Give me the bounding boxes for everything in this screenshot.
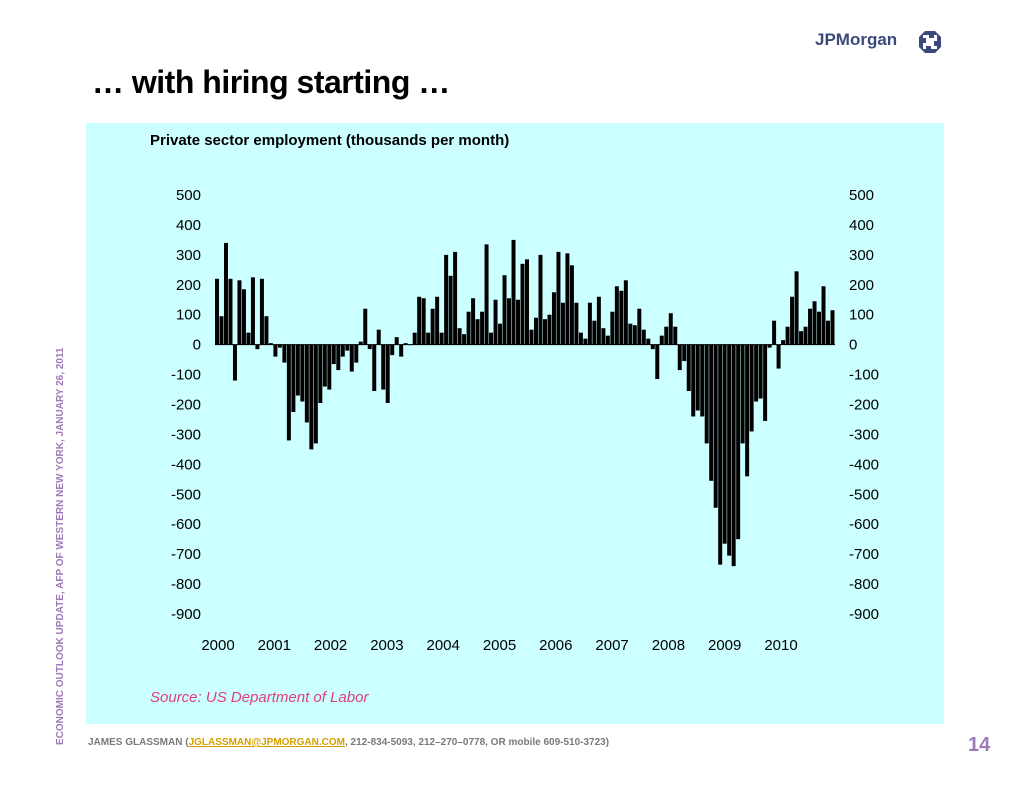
bar bbox=[786, 327, 790, 345]
bar bbox=[709, 345, 713, 481]
bar bbox=[386, 345, 390, 403]
bar bbox=[592, 321, 596, 345]
bar bbox=[323, 345, 327, 387]
footer-email-link[interactable]: JGLASSMAN@JPMORGAN.COM bbox=[188, 737, 345, 748]
footer-name: JAMES GLASSMAN ( bbox=[88, 737, 189, 748]
y-tick-label-right: -200 bbox=[849, 396, 880, 414]
bar bbox=[817, 312, 821, 345]
bar bbox=[736, 345, 740, 540]
bar bbox=[494, 300, 498, 345]
x-tick-label: 2007 bbox=[595, 637, 629, 654]
bar bbox=[363, 309, 367, 345]
bar bbox=[700, 345, 704, 417]
y-tick-label-right: -800 bbox=[849, 576, 880, 594]
bar bbox=[282, 345, 286, 363]
y-tick-label-right: 300 bbox=[849, 246, 875, 264]
bar bbox=[300, 345, 304, 402]
y-tick-label-right: 0 bbox=[849, 336, 858, 354]
bar bbox=[291, 345, 295, 412]
x-tick-label: 2006 bbox=[539, 637, 573, 654]
bar bbox=[512, 240, 516, 345]
y-tick-label-right: 500 bbox=[849, 187, 875, 204]
x-axis bbox=[201, 637, 797, 654]
bar bbox=[664, 327, 668, 345]
y-tick-label-left: 400 bbox=[175, 216, 201, 234]
bar bbox=[251, 277, 255, 344]
bar bbox=[462, 334, 466, 344]
footer bbox=[88, 737, 609, 748]
bar bbox=[529, 330, 533, 345]
bar bbox=[637, 309, 641, 345]
bar bbox=[723, 345, 727, 544]
bar bbox=[440, 333, 444, 345]
bar bbox=[741, 345, 745, 444]
y-tick-label-left: -900 bbox=[170, 606, 201, 623]
bar bbox=[579, 333, 583, 345]
y-tick-label-right: -900 bbox=[849, 606, 880, 623]
bar bbox=[669, 313, 673, 344]
bar bbox=[601, 328, 605, 344]
bar bbox=[606, 336, 610, 345]
slide-title: … with hiring starting … bbox=[92, 64, 450, 100]
bar bbox=[561, 303, 565, 345]
bar bbox=[813, 301, 817, 344]
bar bbox=[350, 345, 354, 372]
bar bbox=[224, 243, 228, 345]
bar bbox=[435, 297, 439, 345]
y-tick-label-right: 200 bbox=[849, 276, 875, 294]
bar bbox=[754, 345, 758, 402]
bar bbox=[237, 280, 241, 344]
bar bbox=[264, 316, 268, 344]
bar bbox=[327, 345, 331, 390]
bar bbox=[790, 297, 794, 345]
y-tick-label-right: -500 bbox=[849, 486, 880, 504]
x-tick-label: 2009 bbox=[708, 637, 742, 654]
jpmorgan-logo: JPMorgan bbox=[815, 30, 898, 49]
x-tick-label: 2004 bbox=[426, 637, 460, 654]
bar bbox=[714, 345, 718, 508]
bar bbox=[377, 330, 381, 345]
x-tick-label: 2008 bbox=[651, 637, 686, 654]
chart-title: Private sector employment (thousands per month) bbox=[150, 132, 510, 149]
bar bbox=[368, 345, 372, 349]
bar bbox=[332, 345, 336, 364]
bar bbox=[651, 345, 655, 349]
bar bbox=[732, 345, 736, 566]
bar bbox=[399, 345, 403, 357]
bar bbox=[615, 286, 619, 344]
bar bbox=[633, 325, 637, 344]
bar bbox=[458, 328, 462, 344]
bar bbox=[547, 315, 551, 345]
bar bbox=[808, 309, 812, 345]
bar bbox=[570, 265, 574, 344]
bar bbox=[691, 345, 695, 417]
bar bbox=[242, 289, 246, 344]
bar bbox=[503, 275, 507, 344]
x-tick-label: 2002 bbox=[313, 637, 348, 654]
bar bbox=[718, 345, 722, 565]
bar bbox=[395, 337, 399, 344]
bar bbox=[480, 312, 484, 345]
x-tick-label: 2000 bbox=[201, 637, 235, 654]
bar bbox=[822, 286, 826, 344]
bar bbox=[390, 345, 394, 355]
y-tick-label-left: 500 bbox=[175, 187, 201, 204]
y-axis-right bbox=[849, 187, 879, 623]
y-tick-label-left: -200 bbox=[170, 396, 201, 414]
bar bbox=[413, 333, 417, 345]
bar bbox=[246, 333, 250, 345]
bar bbox=[309, 345, 313, 450]
bar bbox=[507, 298, 511, 344]
x-tick-label: 2010 bbox=[764, 637, 798, 654]
bar bbox=[255, 345, 259, 349]
bar bbox=[588, 303, 592, 345]
bar bbox=[525, 259, 529, 344]
bar bbox=[422, 298, 426, 344]
bar bbox=[219, 316, 223, 344]
bar bbox=[426, 333, 430, 345]
bar bbox=[597, 297, 601, 345]
bar bbox=[417, 297, 421, 345]
y-tick-label-left: -500 bbox=[170, 486, 201, 504]
source-note: Source: US Department of Labor bbox=[150, 689, 369, 706]
y-tick-label-right: -300 bbox=[849, 426, 880, 444]
bar bbox=[781, 340, 785, 344]
y-tick-label-right: 100 bbox=[849, 306, 875, 324]
bar bbox=[449, 276, 453, 345]
bar bbox=[687, 345, 691, 391]
bar bbox=[444, 255, 448, 345]
y-tick-label-left: 300 bbox=[175, 246, 201, 264]
y-tick-label-left: -400 bbox=[170, 456, 201, 474]
bar bbox=[750, 345, 754, 432]
bar bbox=[831, 310, 835, 344]
bar bbox=[804, 327, 808, 345]
bar bbox=[619, 291, 623, 345]
bar bbox=[727, 345, 731, 556]
bar bbox=[556, 252, 560, 345]
bar bbox=[543, 319, 547, 344]
bar bbox=[696, 345, 700, 411]
bar bbox=[336, 345, 340, 370]
bars-group bbox=[215, 240, 835, 566]
bar bbox=[296, 345, 300, 396]
y-tick-label-right: -700 bbox=[849, 546, 880, 564]
y-tick-label-left: -700 bbox=[170, 546, 201, 564]
y-tick-label-left: -100 bbox=[170, 366, 201, 384]
bar bbox=[799, 331, 803, 344]
y-tick-label-right: 400 bbox=[849, 216, 875, 234]
y-tick-label-left: -300 bbox=[170, 426, 201, 444]
y-tick-label-left: -600 bbox=[170, 516, 201, 534]
y-tick-label-right: -100 bbox=[849, 366, 880, 384]
bar bbox=[498, 324, 502, 345]
bar bbox=[705, 345, 709, 444]
bar bbox=[372, 345, 376, 391]
bar bbox=[628, 324, 632, 345]
bar bbox=[538, 255, 542, 345]
bar bbox=[646, 339, 650, 345]
bar bbox=[583, 339, 587, 345]
bar bbox=[471, 298, 475, 344]
bar bbox=[673, 327, 677, 345]
bar bbox=[318, 345, 322, 403]
side-caption: ECONOMIC OUTLOOK UPDATE, AFP OF WESTERN NEW YORK, JANUARY 26, 2011 bbox=[55, 347, 66, 745]
bar bbox=[777, 345, 781, 369]
bar bbox=[467, 312, 471, 345]
bar bbox=[228, 279, 232, 345]
bar bbox=[745, 345, 749, 477]
bar bbox=[552, 292, 556, 344]
x-tick-label: 2001 bbox=[257, 637, 291, 654]
bar bbox=[489, 333, 493, 345]
bar bbox=[772, 321, 776, 345]
bar bbox=[521, 264, 525, 345]
bar bbox=[345, 345, 349, 351]
bar bbox=[260, 279, 264, 345]
x-tick-label: 2003 bbox=[370, 637, 404, 654]
bar bbox=[574, 303, 578, 345]
bar bbox=[476, 319, 480, 344]
bar bbox=[305, 345, 309, 423]
bar bbox=[341, 345, 345, 357]
y-tick-label-left: 100 bbox=[175, 306, 201, 324]
bar bbox=[233, 345, 237, 381]
x-tick-label: 2005 bbox=[482, 637, 517, 654]
bar bbox=[660, 336, 664, 345]
bar bbox=[624, 280, 628, 344]
y-tick-label-left: 0 bbox=[192, 336, 201, 354]
bar bbox=[314, 345, 318, 444]
bar bbox=[453, 252, 457, 345]
bar bbox=[655, 345, 659, 379]
y-tick-label-right: -400 bbox=[849, 456, 880, 474]
page-number: 14 bbox=[968, 734, 991, 756]
bar bbox=[610, 312, 614, 345]
bar bbox=[565, 253, 569, 344]
bar bbox=[763, 345, 767, 421]
bar bbox=[381, 345, 385, 390]
bar bbox=[682, 345, 686, 361]
y-axis-left bbox=[171, 187, 201, 623]
bar bbox=[678, 345, 682, 370]
y-tick-label-left: -800 bbox=[170, 576, 201, 594]
bar bbox=[485, 244, 489, 344]
bar bbox=[273, 345, 277, 357]
bar bbox=[642, 330, 646, 345]
y-tick-label-right: -600 bbox=[849, 516, 880, 534]
bar bbox=[534, 318, 538, 345]
bar bbox=[826, 321, 830, 345]
y-tick-label-left: 200 bbox=[175, 276, 201, 294]
bar bbox=[287, 345, 291, 441]
bar bbox=[759, 345, 763, 399]
bar bbox=[516, 300, 520, 345]
bar bbox=[354, 345, 358, 363]
bar bbox=[215, 279, 219, 345]
footer-phones: , 212-834-5093, 212–270–0778, OR mobile 609-510-3723) bbox=[345, 737, 610, 748]
bar bbox=[431, 309, 435, 345]
bar bbox=[795, 271, 799, 344]
